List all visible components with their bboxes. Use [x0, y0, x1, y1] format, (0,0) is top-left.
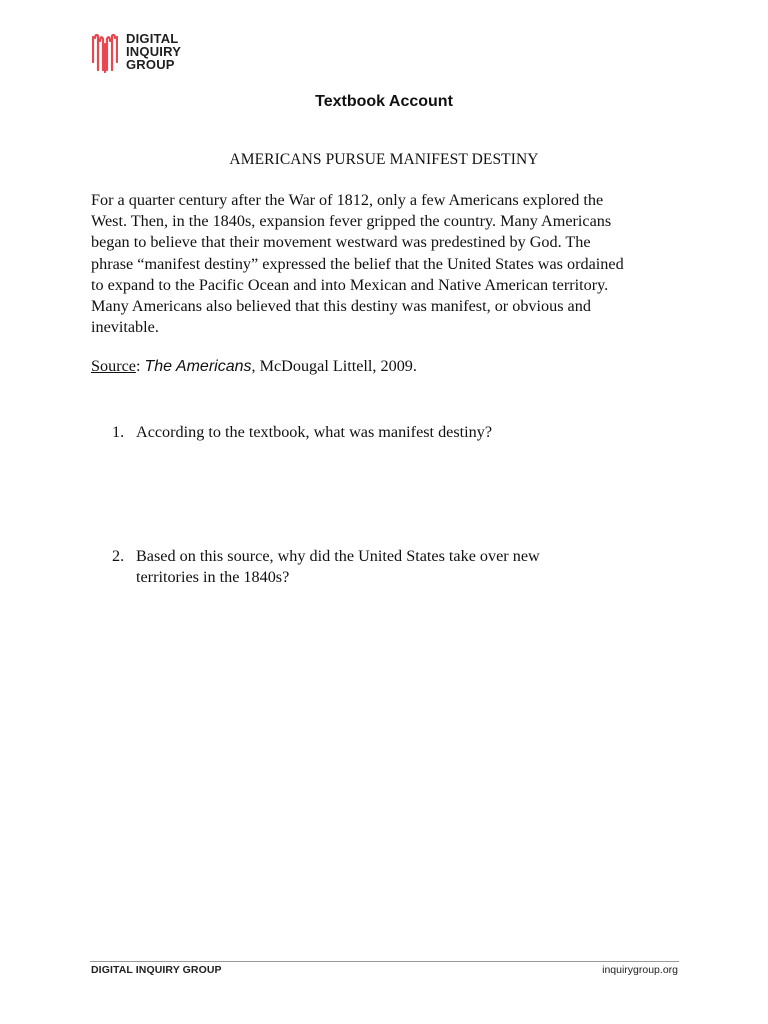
question-line: Based on this source, why did the United States take over new [136, 547, 540, 565]
source-citation [91, 357, 417, 376]
source-label: Source [91, 357, 136, 375]
section-heading: AMERICANS PURSUE MANIFEST DESTINY [229, 151, 539, 168]
body-paragraph [91, 190, 681, 338]
logo-wordmark [126, 32, 181, 71]
question-line: territories in the 1840s? [136, 568, 290, 586]
logo-line: INQUIRY [126, 44, 182, 59]
source-book-title: The Americans [144, 358, 252, 375]
paragraph-line: Many Americans also believed that this destiny was manifest, or obvious and [91, 297, 591, 316]
paragraph-line: For a quarter century after the War of 1812, only a few Americans explored the [91, 191, 604, 209]
footer-website: inquirygroup.org [602, 964, 678, 976]
paragraph-line: phrase “manifest destiny” expressed the belief that the United States was ordained [91, 254, 624, 273]
question-text [136, 546, 540, 588]
source-publisher: , McDougal Littell, 2009. [251, 357, 417, 375]
paragraph-line: inevitable. [91, 318, 159, 337]
question-line: According to the textbook, what was manifest destiny? [136, 423, 493, 441]
dig-logo-icon [92, 32, 118, 74]
paragraph-line: to expand to the Pacific Ocean and into Mexican and Native American territory. [91, 275, 609, 294]
footer-divider [90, 961, 679, 962]
logo-line: DIGITAL [126, 31, 179, 46]
question-text [136, 422, 492, 443]
question-number: 1. [112, 423, 125, 441]
page-title: Textbook Account [315, 93, 453, 110]
question-number: 2. [112, 547, 125, 565]
paragraph-line: West. Then, in the 1840s, expansion fever gripped the country. Many Americans [91, 212, 612, 231]
footer-org-name: DIGITAL INQUIRY GROUP [91, 964, 222, 976]
source-colon: : [135, 357, 145, 375]
logo-line: GROUP [126, 57, 175, 72]
dig-logo [92, 32, 181, 74]
paragraph-line: began to believe that their movement westward was predestined by God. The [91, 233, 591, 252]
